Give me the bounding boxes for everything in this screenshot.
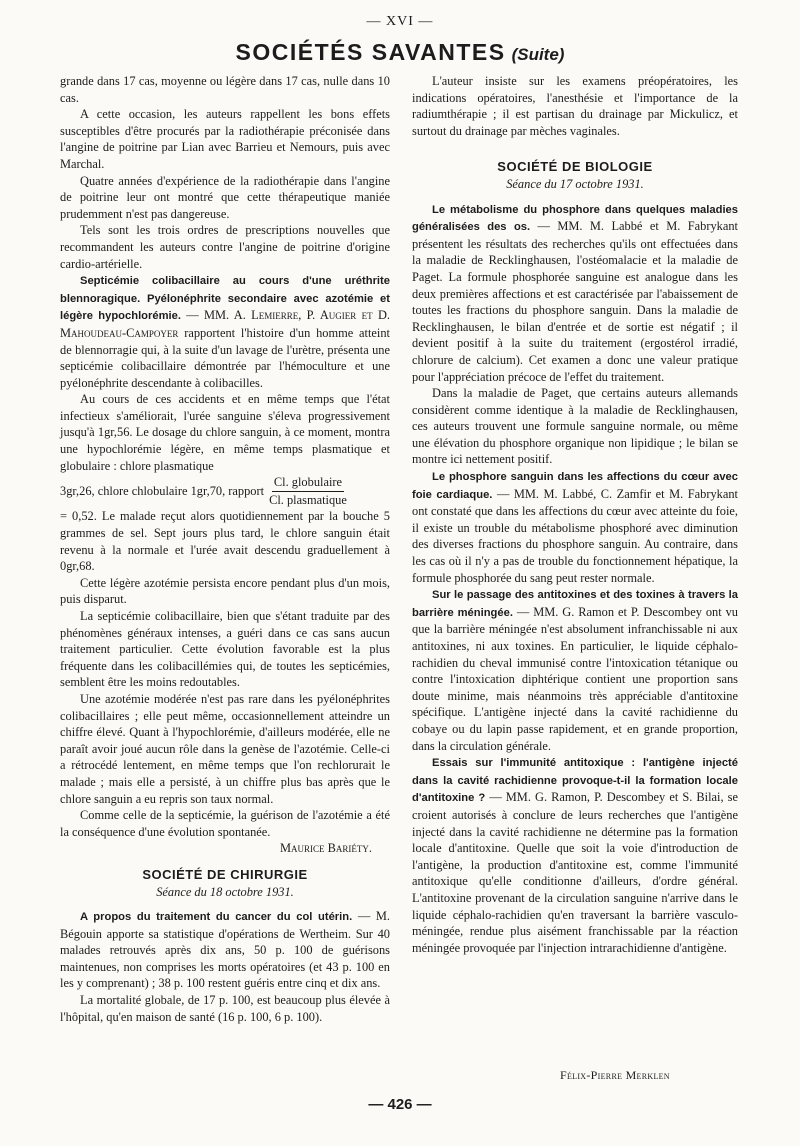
page-title-main: SOCIÉTÉS SAVANTES bbox=[235, 39, 506, 65]
article-body: rapportent l'histoire d'un homme atteint de blennorragie qui, à la suite d'un lavage de l'urètre, présenta une septicémie colibacillaire démontrée par l'hémoculture et une pyélonéphrite descendante à colibacilles. bbox=[60, 325, 390, 390]
formula-denominator: Cl. plasmatique bbox=[269, 492, 347, 507]
article-cancer-col bbox=[60, 908, 390, 992]
author-signature: Maurice Bariéty. bbox=[280, 841, 372, 856]
article-phosphore bbox=[412, 201, 738, 386]
article-heading: Septicémie colibacillaire au cours d'une uréthrite blennoragique. Pyélonéphrite secondaire avec azotémie et légère hypochlorémie. bbox=[60, 275, 390, 323]
section-date: Séance du 17 octobre 1931. bbox=[506, 176, 644, 191]
section-heading-chirurgie: SOCIÉTÉ DE CHIRURGIE bbox=[142, 866, 308, 882]
paragraph: La mortalité globale, de 17 p. 100, est beaucoup plus élevée à l'hôpital, qu'en maison de santé (16 p. 100, 6 p. 100). bbox=[60, 993, 390, 1024]
paragraph: La septicémie colibacillaire, bien que s'étant traduite par des phénomènes généraux intenses, a guéri dans ce cas sans aucun traitement particulier. Cette évolution favorable est la plus fréquente dans les colibacillémies qui, de toutes les septicémies, semblent être les moins redoutables. bbox=[60, 609, 390, 690]
article-septicemie bbox=[60, 272, 390, 391]
article-heading: Le phosphore sanguin dans les affections du cœur avec foie cardiaque. bbox=[412, 471, 738, 501]
paragraph: Une azotémie modérée n'est pas rare dans les pyélonéphrites colibacillaires ; elle peut même, occasionnellement atteindre un chiffre élevé. Quant à l'hypochlorémie, d'ailleurs modérée, elle ne paraît avoir joué aucun rôle dans la genèse de l'azotémie. Celle-ci a rétrocédé lentement, en même temps que l'on rechlorurait le malade ; mais elle a persisté, à un chiffre plus bas après que le chlore sanguin a eu repris son taux normal. bbox=[60, 691, 390, 806]
paragraph: grande dans 17 cas, moyenne ou légère dans 17 cas, nulle dans 10 cas. bbox=[60, 74, 390, 105]
author-signature: Félix-Pierre Merklen bbox=[560, 1068, 670, 1082]
article-heading: A propos du traitement du cancer du col utérin. bbox=[80, 911, 353, 924]
paragraph: Tels sont les trois ordres de prescriptions nouvelles que recommandent les auteurs contre l'angine de poitrine d'origine cardio-artérielle. bbox=[60, 223, 390, 271]
page-title-suffix: (Suite) bbox=[511, 45, 565, 64]
article-body: — MM. G. Ramon et P. Descombey ont vu que la barrière méningée n'est absolument infranchissable ni aux antitoxines, ni aux toxines. En particulier, le liquide céphalo-rachidien du cheval immunisé contre l'intoxication tétanique ou contre l'intoxication diphtérique contient une proportion sans doute minime, mais néanmoins très appréciable d'antitoxine spécifique. L'antigène injecté dans la cavité rachidienne du cobaye ou du lapin passe rapidement, et en grande proportion, dans la circulation générale. bbox=[412, 604, 739, 753]
page-number: — 426 — bbox=[368, 1096, 432, 1113]
paragraph: Au cours de ces accidents et en même temps que l'état infectieux s'améliorait, l'urée sanguine s'éleva progressivement jusqu'à 1gr,56. Le dosage du chlore sanguin, à ce moment, montra une hypochlorémie légère, en même temps plasmatique et globulaire : chlore plasmatique bbox=[60, 392, 390, 473]
article-body: — MM. G. Ramon, P. Descombey et S. Bilai, se croient autorisés à conclure de leurs recherches que l'antigène injecté dans la cavité rachidienne ne détermine pas la formation locale d'antitoxine. Quelle que soit la voie d'introduction de l'antigène, la production d'antitoxine est, comme l'immunité antitoxique qu'elle conditionne d'ailleurs, d'ordre général. L'antitoxine provenant de la circulation sanguine n'arrive dans le liquide céphalo-rachidien qu'en traversant la barrière vasculo-méningée, rendue plus aisément franchissable par la réaction méningée provoquée par l'injection intrarachidienne d'antigène. bbox=[412, 790, 738, 955]
article-immunite bbox=[412, 754, 738, 956]
paragraph: = 0,52. Le malade reçut alors quotidiennement par la bouche 5 grammes de sel. Sept jours plus tard, le chlore sanguin était revenu à la normale et l'urée avait descendu graduellement à 0gr,68. bbox=[60, 509, 390, 574]
right-column bbox=[412, 73, 738, 956]
article-phosphore-coeur bbox=[412, 468, 738, 586]
article-heading: Le métabolisme du phosphore dans quelques maladies généralisées des os. bbox=[412, 203, 738, 234]
article-authors: et D. Mahoudeau-Campoyer bbox=[60, 308, 390, 340]
formula-text: 3gr,26, chlore chlobulaire 1gr,70, rapport bbox=[60, 484, 265, 499]
article-heading: Essais sur l'immunité antitoxique : l'antigène injecté dans la cavité rachidienne provoque-t-il la formation locale d'antitoxine ? bbox=[412, 757, 738, 805]
paragraph: Dans la maladie de Paget, que certains auteurs allemands considèrent comme identique à la maladie de Recklinghausen, ces auteurs trouvent une formule sanguine normale, ou même une élévation du phosphore organique non lipidique ; le bilan se montre ici nettement positif. bbox=[412, 386, 738, 467]
section-number: — XVI — bbox=[366, 14, 434, 29]
section-date: Séance du 18 octobre 1931. bbox=[156, 884, 294, 899]
article-barriere-meningee bbox=[412, 586, 738, 754]
paragraph: L'auteur insiste sur les examens préopératoires, les indications opératoires, l'anesthésie et l'importance de la radiumthérapie ; il est partisan du drainage par Mickulicz, et surtout du drainage par mèches vaginales. bbox=[412, 74, 738, 138]
formula-fraction bbox=[267, 474, 349, 508]
article-heading: Sur le passage des antitoxines et des toxines à travers la barrière méningée. bbox=[412, 589, 738, 619]
paragraph: A cette occasion, les auteurs rappellent les bons effets susceptibles d'être procurés par la radiothérapie préconisée dans l'angine de poitrine par Lian avec Barrieu et Nemours, puis avec Marchal. bbox=[60, 107, 390, 171]
article-authors: — MM. A. Lemierre, P. Augier bbox=[180, 308, 357, 323]
article-body: — MM. M. Labbé, C. Zamfir et M. Fabrykant ont constaté que dans les affections du cœur avec atteinte du foie, il existe un trouble du métabolisme phosphoré avec diminution des diverses fractions du phosphore sanguin. Au contraire, dans les cas où il n'y a pas de trouble du fonctionnement hépatique, la formule phosphorée du sang peut rester normale. bbox=[412, 486, 738, 585]
paragraph: Comme celle de la septicémie, la guérison de l'azotémie a été la conséquence d'une évolution spontanée. bbox=[60, 808, 390, 839]
chlorine-ratio-formula bbox=[60, 474, 390, 508]
section-heading-biologie: SOCIÉTÉ DE BIOLOGIE bbox=[497, 159, 653, 175]
article-body: — MM. M. Labbé et M. Fabrykant présentent les résultats des recherches qu'ils ont effectuées dans la maladie de Recklinghausen, l'ostéomalacie et la maladie de Paget. La formule phosphorée sanguine est analogue dans les deux premières affections et est caractérisée par l'abaissement de toutes les fractions du phosphore sanguin. Dans la maladie de Recklinghausen, le bilan d'entrée et de sortie est négatif ; il devient positif à la suite du traitement (ergostérol irradié, chlorure de calcium). Cet examen a donc une valeur pratique pour l'appréciation précoce de l'effet du traitement. bbox=[412, 219, 738, 384]
page-title bbox=[0, 39, 800, 66]
left-column bbox=[60, 73, 390, 1025]
article-body: — M. Bégouin apporte sa statistique d'opérations de Wertheim. Sur 40 malades retrouvés après dix ans, 50 p. 100 de guérisons maintenues, non comprises les morts opératoires (et 43 p. 100 en les y comprenant) ; 38 p. 100 restent guéris entre cinq et dix ans. bbox=[60, 909, 390, 991]
paragraph: Quatre années d'expérience de la radiothérapie dans l'angine de poitrine leur ont montré que cette thérapeutique maniée prudemment n'est pas dangereuse. bbox=[60, 173, 390, 221]
paragraph: Cette légère azotémie persista encore pendant plus d'un mois, puis disparut. bbox=[60, 575, 390, 607]
formula-numerator: Cl. globulaire bbox=[272, 474, 344, 492]
